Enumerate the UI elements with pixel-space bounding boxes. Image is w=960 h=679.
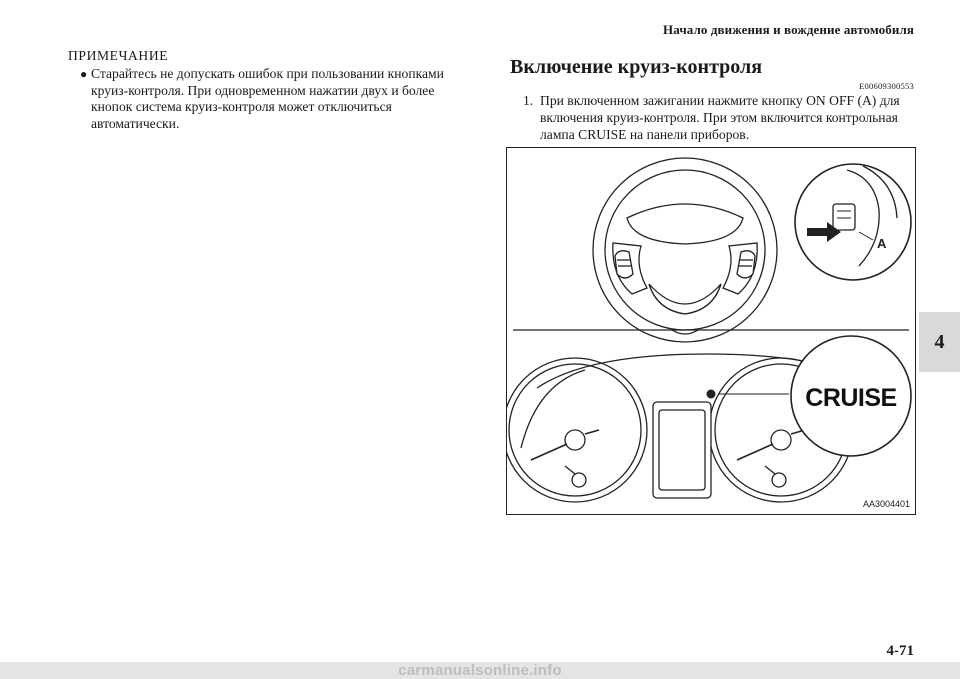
running-header: Начало движения и вождение автомобиля (663, 22, 914, 37)
note-line: автоматически. (91, 116, 180, 132)
watermark[interactable]: carmanualsonline.info (0, 662, 960, 679)
note-heading: ПРИМЕЧАНИЕ (68, 48, 169, 63)
callout-label: A (877, 236, 887, 251)
note-line: Старайтесь не допускать ошибок при пользовании кнопками (91, 65, 444, 81)
figure (506, 147, 916, 515)
figure-code: AA3004401 (862, 499, 910, 509)
cruise-lamp-text: CRUISE (805, 384, 897, 412)
step-text (540, 93, 918, 143)
step-line: При включенном зажигании нажмите кнопку ON OFF (A) для (540, 93, 900, 108)
note-line: кнопок система круиз-контроля может отключиться (91, 99, 392, 115)
section-title: Включение круиз-контроля (510, 56, 763, 78)
indicator-lamp (707, 390, 716, 399)
step-line: включения круиз-контроля. При этом включится контрольная (540, 109, 898, 125)
figure-illustration (507, 148, 915, 514)
note-text (91, 66, 468, 133)
page-number: 4-71 (886, 643, 914, 659)
note-item (68, 66, 468, 133)
section-code: E00609300553 (859, 81, 914, 91)
button-callout (795, 164, 911, 280)
steering-wheel-illustration (593, 158, 777, 342)
step-item (523, 93, 918, 143)
note-block (68, 48, 468, 133)
bullet-icon: ● (80, 66, 88, 81)
step-number: 1. (523, 93, 534, 108)
chapter-tab: 4 (919, 312, 960, 372)
note-line: круиз-контроля. При одновременном нажатии двух и более (91, 82, 435, 98)
step-line: лампа CRUISE на панели приборов. (540, 126, 750, 142)
